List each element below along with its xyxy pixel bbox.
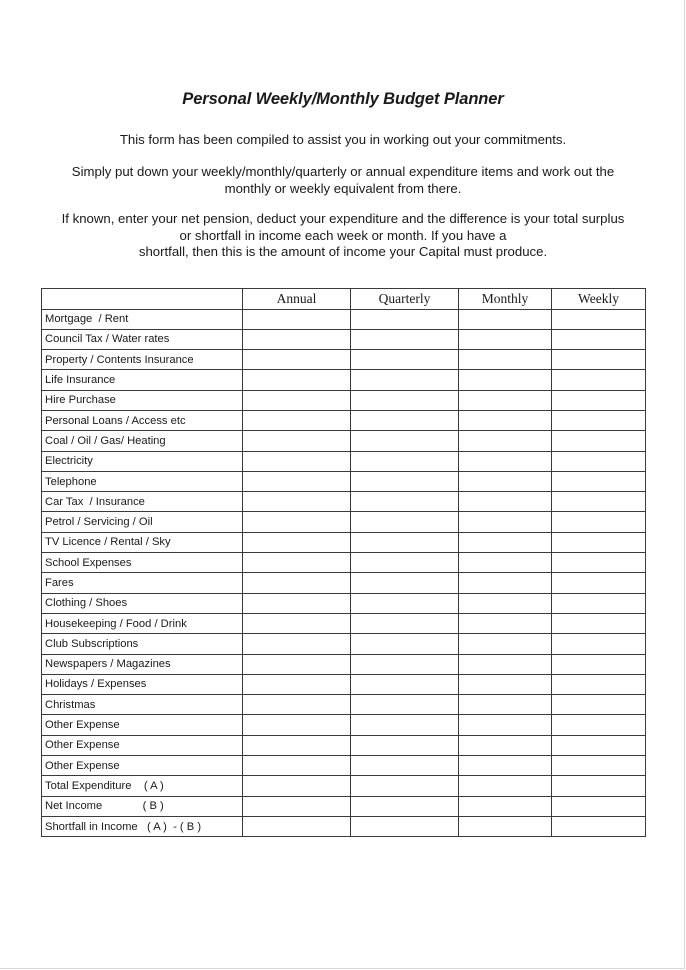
table-row bbox=[42, 613, 646, 633]
table-row bbox=[42, 776, 646, 796]
header-item bbox=[42, 289, 243, 310]
annual-cell[interactable] bbox=[243, 796, 351, 816]
weekly-cell[interactable] bbox=[552, 613, 646, 633]
header-monthly: Monthly bbox=[459, 289, 552, 310]
table-row bbox=[42, 532, 646, 552]
weekly-cell[interactable] bbox=[552, 776, 646, 796]
quarterly-cell[interactable] bbox=[351, 634, 459, 654]
annual-cell[interactable] bbox=[243, 634, 351, 654]
weekly-cell[interactable] bbox=[552, 492, 646, 512]
table-row bbox=[42, 796, 646, 816]
weekly-cell[interactable] bbox=[552, 410, 646, 430]
table-row bbox=[42, 593, 646, 613]
weekly-cell[interactable] bbox=[552, 350, 646, 370]
annual-cell[interactable] bbox=[243, 553, 351, 573]
row-label: Council Tax / Water rates bbox=[42, 329, 243, 349]
quarterly-cell[interactable] bbox=[351, 816, 459, 836]
quarterly-cell[interactable] bbox=[351, 370, 459, 390]
row-label: Fares bbox=[42, 573, 243, 593]
quarterly-cell[interactable] bbox=[351, 715, 459, 735]
weekly-cell[interactable] bbox=[552, 816, 646, 836]
annual-cell[interactable] bbox=[243, 471, 351, 491]
table-row bbox=[42, 492, 646, 512]
table-row bbox=[42, 816, 646, 836]
quarterly-cell[interactable] bbox=[351, 593, 459, 613]
annual-cell[interactable] bbox=[243, 309, 351, 329]
monthly-cell[interactable] bbox=[459, 370, 552, 390]
annual-cell[interactable] bbox=[243, 715, 351, 735]
table-row bbox=[42, 674, 646, 694]
annual-cell[interactable] bbox=[243, 410, 351, 430]
table-row bbox=[42, 390, 646, 410]
row-label: Total Expenditure ( A ) bbox=[42, 776, 243, 796]
row-label: Personal Loans / Access etc bbox=[42, 410, 243, 430]
annual-cell[interactable] bbox=[243, 390, 351, 410]
table-row bbox=[42, 573, 646, 593]
quarterly-cell[interactable] bbox=[351, 613, 459, 633]
quarterly-cell[interactable] bbox=[351, 471, 459, 491]
weekly-cell[interactable] bbox=[552, 796, 646, 816]
row-label: Hire Purchase bbox=[42, 390, 243, 410]
monthly-cell[interactable] bbox=[459, 350, 552, 370]
instructions-line-1: Simply put down your weekly/monthly/quarterly or annual expenditure items and work out the bbox=[71, 164, 615, 179]
annual-cell[interactable] bbox=[243, 613, 351, 633]
pension-line-2: or shortfall in income each week or month. If you have a bbox=[179, 227, 507, 243]
monthly-cell[interactable] bbox=[459, 654, 552, 674]
monthly-cell[interactable] bbox=[459, 776, 552, 796]
weekly-cell[interactable] bbox=[552, 532, 646, 552]
row-label: Other Expense bbox=[42, 756, 243, 776]
annual-cell[interactable] bbox=[243, 512, 351, 532]
row-label: Telephone bbox=[42, 471, 243, 491]
weekly-cell[interactable] bbox=[552, 573, 646, 593]
monthly-cell[interactable] bbox=[459, 390, 552, 410]
monthly-cell[interactable] bbox=[459, 512, 552, 532]
quarterly-cell[interactable] bbox=[351, 309, 459, 329]
quarterly-cell[interactable] bbox=[351, 735, 459, 755]
quarterly-cell[interactable] bbox=[351, 796, 459, 816]
monthly-cell[interactable] bbox=[459, 329, 552, 349]
row-label: Clothing / Shoes bbox=[42, 593, 243, 613]
row-label: Christmas bbox=[42, 695, 243, 715]
weekly-cell[interactable] bbox=[552, 370, 646, 390]
monthly-cell[interactable] bbox=[459, 674, 552, 694]
monthly-cell[interactable] bbox=[459, 410, 552, 430]
weekly-cell[interactable] bbox=[552, 593, 646, 613]
monthly-cell[interactable] bbox=[459, 816, 552, 836]
table-row bbox=[42, 715, 646, 735]
page-title: Personal Weekly/Monthly Budget Planner bbox=[182, 90, 504, 108]
header-quarterly: Quarterly bbox=[351, 289, 459, 310]
instructions-paragraph bbox=[0, 164, 686, 197]
annual-cell[interactable] bbox=[243, 776, 351, 796]
monthly-cell[interactable] bbox=[459, 309, 552, 329]
row-label: Property / Contents Insurance bbox=[42, 350, 243, 370]
table-row bbox=[42, 471, 646, 491]
quarterly-cell[interactable] bbox=[351, 695, 459, 715]
quarterly-cell[interactable] bbox=[351, 776, 459, 796]
weekly-cell[interactable] bbox=[552, 654, 646, 674]
quarterly-cell[interactable] bbox=[351, 553, 459, 573]
weekly-cell[interactable] bbox=[552, 329, 646, 349]
weekly-cell[interactable] bbox=[552, 512, 646, 532]
row-label: Other Expense bbox=[42, 735, 243, 755]
monthly-cell[interactable] bbox=[459, 492, 552, 512]
monthly-cell[interactable] bbox=[459, 471, 552, 491]
weekly-cell[interactable] bbox=[552, 674, 646, 694]
monthly-cell[interactable] bbox=[459, 756, 552, 776]
annual-cell[interactable] bbox=[243, 674, 351, 694]
weekly-cell[interactable] bbox=[552, 634, 646, 654]
row-label: Housekeeping / Food / Drink bbox=[42, 613, 243, 633]
weekly-cell[interactable] bbox=[552, 553, 646, 573]
monthly-cell[interactable] bbox=[459, 735, 552, 755]
row-label: Coal / Oil / Gas/ Heating bbox=[42, 431, 243, 451]
table-row bbox=[42, 654, 646, 674]
table-row bbox=[42, 431, 646, 451]
intro-text: This form has been compiled to assist you in working out your commitments. bbox=[119, 132, 567, 147]
quarterly-cell[interactable] bbox=[351, 654, 459, 674]
row-label: Net Income ( B ) bbox=[42, 796, 243, 816]
instructions-line-2: monthly or weekly equivalent from there. bbox=[224, 180, 462, 196]
table-row bbox=[42, 451, 646, 471]
row-label: Life Insurance bbox=[42, 370, 243, 390]
quarterly-cell[interactable] bbox=[351, 532, 459, 552]
row-label: Petrol / Servicing / Oil bbox=[42, 512, 243, 532]
quarterly-cell[interactable] bbox=[351, 350, 459, 370]
annual-cell[interactable] bbox=[243, 695, 351, 715]
row-label: Other Expense bbox=[42, 715, 243, 735]
table-row bbox=[42, 756, 646, 776]
header-weekly: Weekly bbox=[552, 289, 646, 310]
row-label: Newspapers / Magazines bbox=[42, 654, 243, 674]
table-row bbox=[42, 410, 646, 430]
annual-cell[interactable] bbox=[243, 329, 351, 349]
annual-cell[interactable] bbox=[243, 756, 351, 776]
annual-cell[interactable] bbox=[243, 593, 351, 613]
header-row bbox=[42, 289, 646, 310]
annual-cell[interactable] bbox=[243, 816, 351, 836]
budget-table bbox=[41, 288, 646, 837]
intro-paragraph bbox=[0, 132, 686, 149]
table-row bbox=[42, 695, 646, 715]
monthly-cell[interactable] bbox=[459, 613, 552, 633]
weekly-cell[interactable] bbox=[552, 471, 646, 491]
table-row bbox=[42, 370, 646, 390]
table-row bbox=[42, 735, 646, 755]
weekly-cell[interactable] bbox=[552, 431, 646, 451]
monthly-cell[interactable] bbox=[459, 796, 552, 816]
monthly-cell[interactable] bbox=[459, 451, 552, 471]
quarterly-cell[interactable] bbox=[351, 451, 459, 471]
table-row bbox=[42, 329, 646, 349]
budget-table-body bbox=[42, 309, 646, 837]
quarterly-cell[interactable] bbox=[351, 390, 459, 410]
row-label: Mortgage / Rent bbox=[42, 309, 243, 329]
quarterly-cell[interactable] bbox=[351, 431, 459, 451]
weekly-cell[interactable] bbox=[552, 309, 646, 329]
row-label: School Expenses bbox=[42, 553, 243, 573]
annual-cell[interactable] bbox=[243, 492, 351, 512]
weekly-cell[interactable] bbox=[552, 390, 646, 410]
annual-cell[interactable] bbox=[243, 654, 351, 674]
quarterly-cell[interactable] bbox=[351, 329, 459, 349]
annual-cell[interactable] bbox=[243, 573, 351, 593]
annual-cell[interactable] bbox=[243, 370, 351, 390]
monthly-cell[interactable] bbox=[459, 553, 552, 573]
weekly-cell[interactable] bbox=[552, 756, 646, 776]
quarterly-cell[interactable] bbox=[351, 410, 459, 430]
row-label: TV Licence / Rental / Sky bbox=[42, 532, 243, 552]
annual-cell[interactable] bbox=[243, 350, 351, 370]
table-row bbox=[42, 309, 646, 329]
row-label: Holidays / Expenses bbox=[42, 674, 243, 694]
monthly-cell[interactable] bbox=[459, 431, 552, 451]
row-label: Club Subscriptions bbox=[42, 634, 243, 654]
quarterly-cell[interactable] bbox=[351, 674, 459, 694]
header-annual: Annual bbox=[243, 289, 351, 310]
monthly-cell[interactable] bbox=[459, 634, 552, 654]
monthly-cell[interactable] bbox=[459, 695, 552, 715]
weekly-cell[interactable] bbox=[552, 735, 646, 755]
table-row bbox=[42, 634, 646, 654]
quarterly-cell[interactable] bbox=[351, 573, 459, 593]
annual-cell[interactable] bbox=[243, 431, 351, 451]
table-row bbox=[42, 553, 646, 573]
table-row bbox=[42, 350, 646, 370]
monthly-cell[interactable] bbox=[459, 573, 552, 593]
weekly-cell[interactable] bbox=[552, 451, 646, 471]
row-label: Car Tax / Insurance bbox=[42, 492, 243, 512]
quarterly-cell[interactable] bbox=[351, 756, 459, 776]
row-label: Electricity bbox=[42, 451, 243, 471]
quarterly-cell[interactable] bbox=[351, 512, 459, 532]
pension-paragraph bbox=[0, 211, 686, 261]
weekly-cell[interactable] bbox=[552, 695, 646, 715]
pension-line-1: If known, enter your net pension, deduct your expenditure and the difference is your total surplus bbox=[61, 211, 625, 226]
annual-cell[interactable] bbox=[243, 451, 351, 471]
monthly-cell[interactable] bbox=[459, 715, 552, 735]
monthly-cell[interactable] bbox=[459, 593, 552, 613]
row-label: Shortfall in Income ( A ) - ( B ) bbox=[42, 816, 243, 836]
monthly-cell[interactable] bbox=[459, 532, 552, 552]
quarterly-cell[interactable] bbox=[351, 492, 459, 512]
annual-cell[interactable] bbox=[243, 532, 351, 552]
table-row bbox=[42, 512, 646, 532]
pension-line-3: shortfall, then this is the amount of income your Capital must produce. bbox=[138, 244, 548, 259]
annual-cell[interactable] bbox=[243, 735, 351, 755]
weekly-cell[interactable] bbox=[552, 715, 646, 735]
